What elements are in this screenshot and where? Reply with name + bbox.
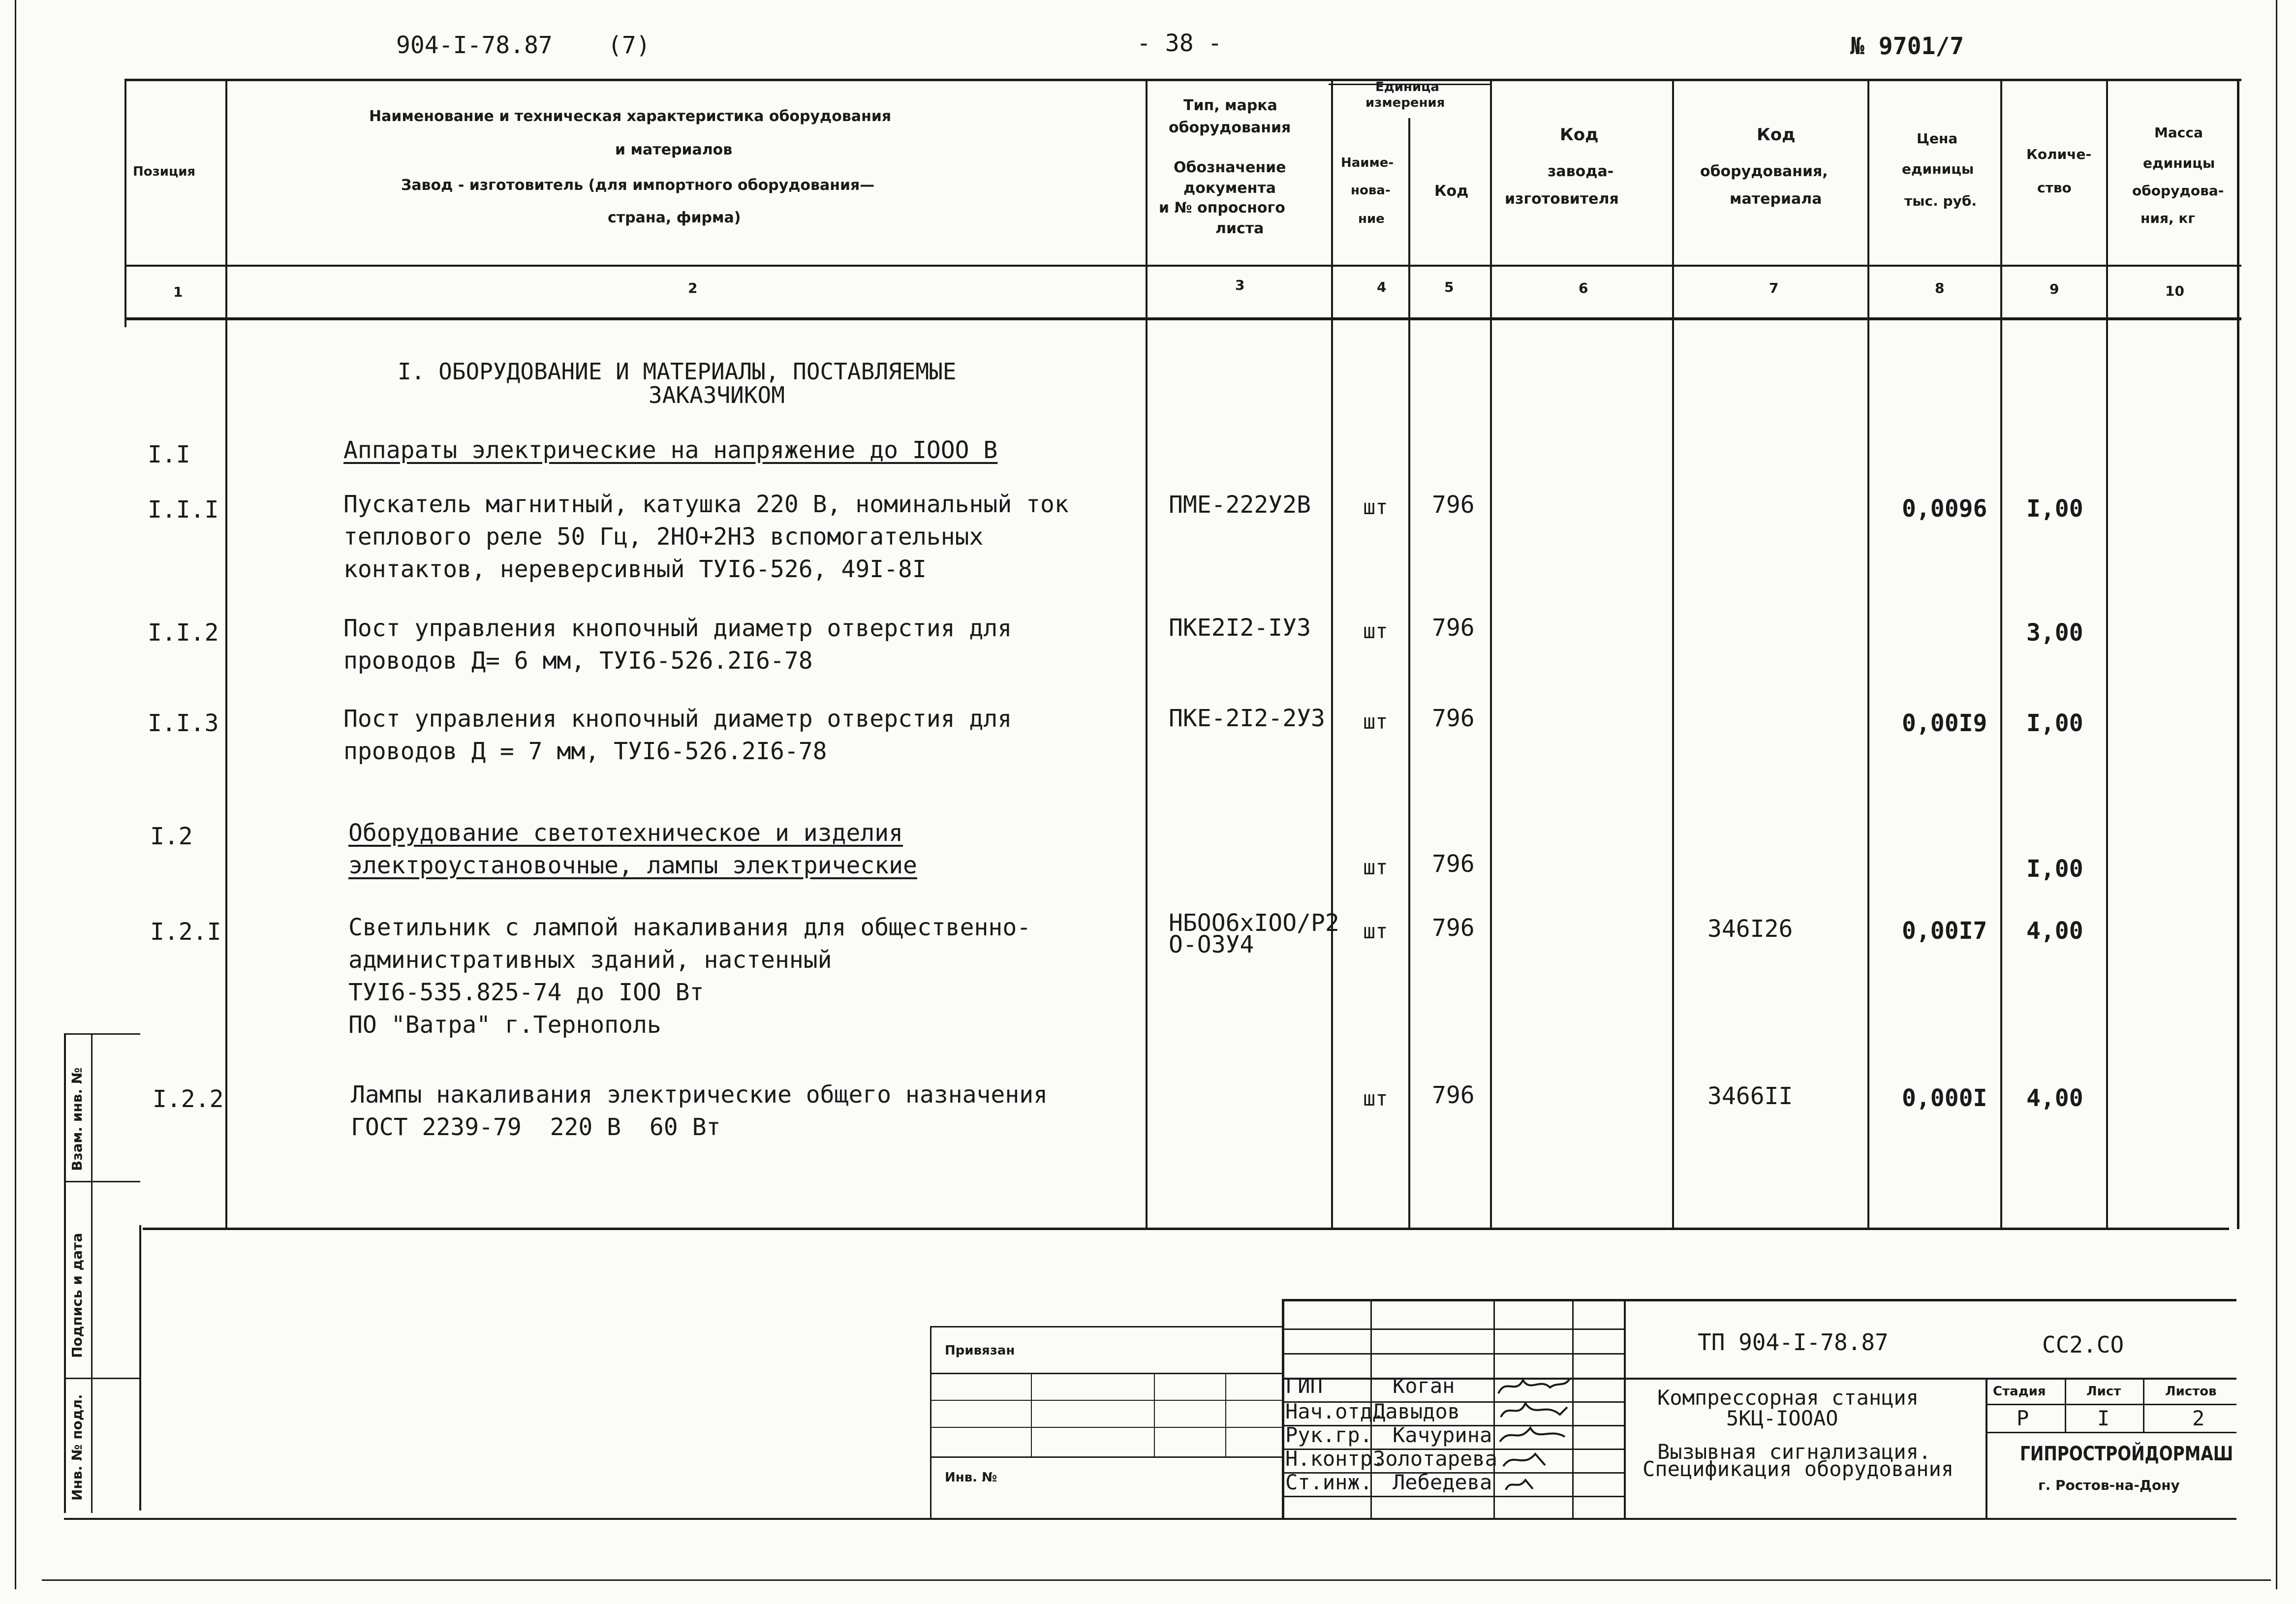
row-unit-code: 796 [1432,705,1475,732]
frame-bottom [64,1518,2236,1520]
binding-line [930,1373,1284,1374]
side-stamp-replaced-inv: Взам. инв. № [69,1067,85,1171]
row-qty: 3,00 [2026,619,2083,647]
col-line [1867,79,1869,1229]
header-unit-code: Код [1434,183,1469,200]
side-stamp-top [64,1033,140,1035]
signatures [1496,1373,1575,1501]
col-line [1146,79,1148,1229]
title-project-line1: Компрессорная станция [1657,1386,1919,1410]
header-price-line3: тыс. руб. [1904,193,1977,209]
title-project-line2: 5КЦ-IOOAO [1726,1406,1838,1430]
col-number: 3 [1235,277,1245,293]
header-mass-line1: Масса [2154,124,2203,141]
row-name: Пост управления кнопочный диаметр отверстия для проводов Д= 6 мм, ТУI6-526.2I6-78 [343,615,1012,675]
col-number: 9 [2049,281,2059,297]
side-stamp-signature-date: Подпись и дата [69,1233,85,1358]
header-type-line5: и № опросного [1159,199,1285,216]
row-type: ПКЕ-2I2-2УЗ [1169,705,1325,732]
row-unit-code: 796 [1432,1081,1475,1109]
header-unit-name-line1: Наиме- [1341,155,1394,170]
frame-left [139,1225,141,1511]
title-block-col [1624,1299,1626,1518]
row-unit: шт [1363,919,1388,943]
col-line [1408,118,1410,1229]
header-position: Позиция [133,164,196,179]
col-line [1490,79,1492,1229]
col-number: 6 [1579,280,1588,296]
header-type-line2: оборудования [1169,119,1291,136]
row-position: I.2.2 [153,1085,224,1113]
header-price-line2: единицы [1902,161,1974,177]
title-block-row [1986,1404,2236,1405]
column-numbers-divider [125,317,2241,320]
title-block-left [1282,1299,1284,1518]
title-person: Коган [1393,1374,1455,1398]
header-type-line3: Обозначение [1174,159,1286,176]
row-qty: 4,00 [2026,917,2083,945]
header-unit-name-line3: ние [1358,212,1385,226]
section-title-line2: ЗАКАЗЧИКОМ [649,382,785,408]
header-maker-code-line3: изготовителя [1505,190,1619,208]
side-stamp-original-inv: Инв. № подл. [69,1394,85,1501]
title-person: Давыдов [1373,1399,1460,1423]
col-number: 4 [1377,279,1387,295]
col-number: 2 [688,280,698,296]
title-stage-value: Р [2017,1406,2029,1430]
table-top-border [125,79,2241,81]
title-doc-number: ТП 904-I-78.87 [1698,1329,1889,1356]
row-position: I.I.3 [148,709,219,737]
row-position: I.2.I [150,918,221,946]
row-name: Аппараты электрические на напряжение до IOOO В [343,436,998,464]
header-item-code-line1: Код [1757,125,1796,145]
title-sheets-label: Листов [2165,1384,2217,1399]
title-organization: ГИПРОСТРОЙДОРМАШ [2020,1443,2234,1465]
binding-col [1154,1373,1155,1456]
binding-inv-label: Инв. № [945,1470,997,1485]
title-doc-title-line2: Спецификация оборудования [1643,1457,1954,1481]
row-type: НБОО6хIOO/Р2 O-O3У4 [1169,909,1339,958]
title-role: ГИП [1285,1374,1323,1398]
title-block-col [1493,1299,1495,1518]
title-person: Качурина [1393,1423,1492,1447]
col-line [1672,79,1674,1229]
binding-left [930,1326,931,1518]
row-position: I.I [148,441,190,468]
header-unit-line1: Единица [1375,80,1439,94]
title-person: Лебедева [1393,1470,1492,1494]
row-name: Оборудование светотехническое и изделия электроустановочные, лампы электрические [348,819,917,879]
title-role: Нач.отд. [1285,1399,1385,1423]
row-qty: 4,00 [2026,1084,2083,1112]
title-role: Ст.инж. [1285,1470,1373,1494]
title-sheets-value: 2 [2192,1406,2205,1430]
col-number: 7 [1769,280,1779,296]
row-unit-code: 796 [1432,491,1475,519]
col-number: 8 [1935,280,1945,296]
col-line [2237,79,2239,1229]
title-block-col [2065,1378,2066,1432]
col-number: 5 [1444,279,1454,295]
row-price: 0,00I7 [1902,917,1987,945]
header-type-line4: документа [1183,180,1276,197]
row-unit: шт [1363,1086,1388,1110]
title-doc-title-line1: Вызывная сигнализация. [1657,1440,1931,1464]
row-name: Пускатель магнитный, катушка 220 В, номинальный ток теплового реле 50 Гц, 2НО+2НЗ вспомогательных контактов, нереверсивный ТУI6-526, 49I-8I [343,491,1069,583]
sheet-edge-bottom [42,1579,2271,1581]
header-maker-code-line1: Код [1560,125,1599,145]
page-number: - 38 - [1137,30,1222,57]
table-bottom-border [143,1228,2229,1230]
header-type-line1: Тип, марка [1183,97,1277,114]
row-item-code: 3466II [1707,1082,1793,1110]
row-name: Лампы накаливания электрические общего назначения ГОСТ 2239-79 220 В 60 Вт [351,1081,1048,1141]
header-divider [125,265,2241,267]
header-item-code-line2: оборудования, [1700,163,1828,180]
row-unit-code: 796 [1432,914,1475,942]
title-block-row [1986,1432,2236,1433]
title-block-col [1986,1378,1987,1518]
row-unit: шт [1363,855,1388,879]
title-stage-label: Стадия [1993,1384,2046,1399]
row-unit-code: 796 [1432,614,1475,642]
row-qty: I,00 [2026,855,2083,883]
row-type: ПКЕ2I2-IУЗ [1169,614,1311,642]
col-line [124,79,126,327]
sheet-ref: (7) [608,31,651,59]
title-block-top [1282,1299,2236,1301]
title-block-col [2143,1378,2144,1432]
header-maker-code-line2: завода- [1548,163,1614,180]
row-qty: I,00 [2026,709,2083,737]
row-position: I.I.2 [148,619,219,647]
title-role: Рук.гр. [1285,1423,1373,1447]
row-position: I.I.I [148,496,219,524]
binding-label: Привязан [945,1343,1015,1358]
header-name-line2: и материалов [615,141,733,158]
binding-line [930,1400,1284,1401]
row-unit: шт [1363,709,1388,734]
row-item-code: 346I26 [1707,915,1793,943]
title-sheet-value: I [2097,1406,2110,1430]
title-role: Н.контр. [1285,1447,1385,1471]
header-unit-name-line2: нова- [1351,183,1391,198]
col-line [1331,79,1333,1229]
col-line [2000,79,2002,1229]
binding-line [930,1427,1284,1428]
row-unit-code: 796 [1432,850,1475,878]
header-unit-line2: измерения [1365,95,1445,110]
row-position: I.2 [150,823,193,850]
header-mass-line4: ния, кг [2141,210,2195,226]
header-name-line3: Завод - изготовитель (для импортного оборудования— [401,177,875,194]
header-qty-line1: Количе- [2026,146,2092,162]
header-name-line1: Наименование и техническая характеристика оборудования [369,108,892,125]
archive-number: № 9701/7 [1850,32,1964,60]
header-type-line6: листа [1215,220,1264,237]
header-mass-line2: единицы [2143,155,2215,171]
sheet-edge-left [15,0,16,1589]
row-price: 0,0096 [1902,495,1987,523]
binding-col [1031,1373,1032,1456]
binding-col [1225,1373,1226,1456]
header-qty-line2: ство [2037,180,2072,196]
row-name: Светильник с лампой накаливания для общественно- административных зданий, настенный ТУI6-535.825-74 до IOO Вт ПО "Ватра" г.Тернополь [348,914,1031,1039]
title-sheet-code: СС2.СО [2042,1331,2124,1358]
side-stamp-divider [64,1378,140,1379]
title-person: Золотарева [1373,1447,1497,1471]
doc-code: 904-I-78.87 [396,31,553,59]
side-stamp-left [64,1033,66,1513]
col-line [225,79,227,1229]
binding-top [930,1326,1284,1327]
row-unit: шт [1363,619,1388,643]
section-title-line1: I. ОБОРУДОВАНИЕ И МАТЕРИАЛЫ, ПОСТАВЛЯЕМЫЕ [398,358,957,385]
binding-line [930,1456,1284,1458]
header-item-code-line3: материала [1730,190,1822,208]
header-mass-line3: оборудова- [2132,183,2224,199]
sheet-edge-right [2276,0,2277,1589]
title-city: г. Ростов-на-Дону [2038,1477,2180,1493]
col-number: 10 [2165,283,2184,299]
header-name-line4: страна, фирма) [608,209,741,226]
col-number: 1 [173,284,183,300]
row-qty: I,00 [2026,495,2083,523]
row-price: 0,00I9 [1902,709,1987,737]
row-name: Пост управления кнопочный диаметр отверстия для проводов Д = 7 мм, ТУI6-526.2I6-78 [343,705,1012,765]
row-type: ПМЕ-222У2В [1169,491,1311,519]
row-price: 0,000I [1902,1084,1987,1112]
row-unit: шт [1363,495,1388,519]
header-price-line1: Цена [1917,130,1958,147]
side-stamp-mid [91,1033,93,1513]
side-stamp-divider [64,1181,140,1182]
title-sheet-label: Лист [2086,1384,2121,1399]
col-line [2106,79,2108,1229]
